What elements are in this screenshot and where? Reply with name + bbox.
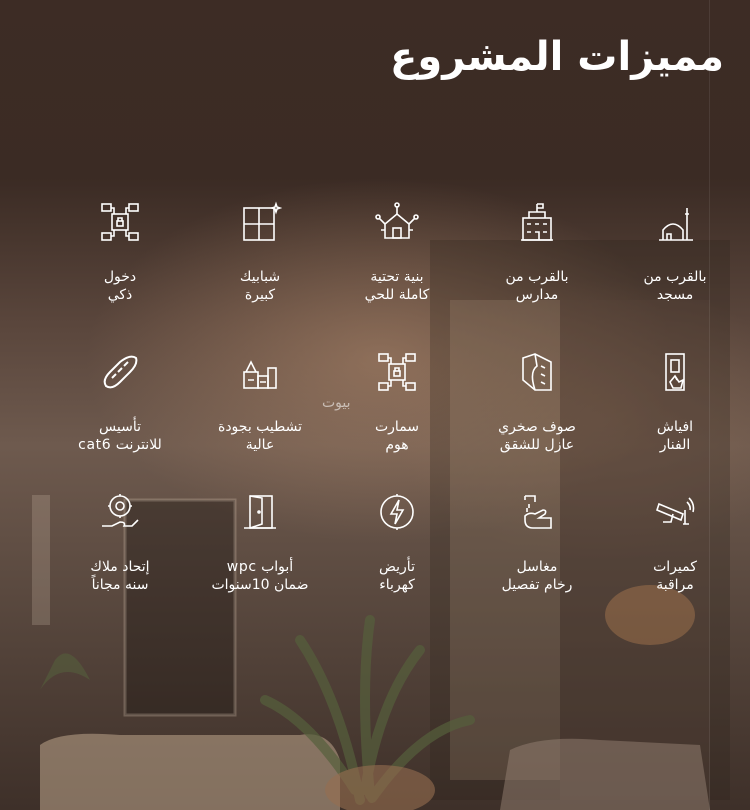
feature-item-insulation <box>467 350 607 454</box>
electric-ground-icon <box>375 490 419 534</box>
feature-label: شبابيك كبيرة <box>239 269 281 303</box>
finishing-icon <box>238 350 282 394</box>
switch-icon <box>653 350 697 394</box>
cable-icon <box>98 350 142 394</box>
feature-item-finishing <box>190 350 330 454</box>
page-title: مميزات المشروع <box>390 34 724 80</box>
feature-item-mosque <box>605 200 745 304</box>
cctv-icon <box>653 490 697 534</box>
sink-icon <box>515 490 559 534</box>
feature-item-internet <box>50 350 190 454</box>
feature-label: إتحاد ملاك سنه مجاناً <box>90 559 150 593</box>
feature-item-infrastructure <box>327 200 467 304</box>
feature-label: كميرات مراقبة <box>653 559 697 593</box>
feature-item-school <box>467 200 607 304</box>
feature-label: بالقرب من مسجد <box>643 269 707 303</box>
feature-label: تأريض كهرباء <box>379 559 415 593</box>
feature-label: تشطيب بجودة عالية <box>217 419 303 453</box>
window-icon <box>238 200 282 244</box>
feature-label: تأسيس للانترنت cat6 <box>78 419 162 453</box>
smart-home-network-icon <box>375 200 419 244</box>
feature-label: صوف صخري عازل للشقق <box>498 419 576 453</box>
feature-label: بالقرب من مدارس <box>505 269 569 303</box>
feature-item-windows <box>190 200 330 304</box>
smart-home-icon <box>375 350 419 394</box>
feature-item-sinks <box>467 490 607 594</box>
feature-item-smart-entry <box>50 200 190 304</box>
feature-item-owners-union <box>50 490 190 594</box>
insulation-icon <box>515 350 559 394</box>
feature-label: مغاسل رخام تفصيل <box>501 559 573 593</box>
feature-label: دخول ذكي <box>103 269 137 303</box>
feature-item-doors <box>190 490 330 594</box>
feature-label: افياش الفنار <box>656 419 694 453</box>
feature-label: بنية تحتية كاملة للحي <box>364 269 430 303</box>
feature-label: سمارت هوم <box>374 419 420 453</box>
owners-union-icon <box>98 490 142 534</box>
school-icon <box>515 200 559 244</box>
feature-item-smart-home <box>327 350 467 454</box>
feature-item-switches <box>605 350 745 454</box>
watermark: بيوت <box>322 395 351 411</box>
feature-item-cameras <box>605 490 745 594</box>
smart-lock-icon <box>98 200 142 244</box>
feature-item-grounding <box>327 490 467 594</box>
mosque-icon <box>653 200 697 244</box>
door-icon <box>238 490 282 534</box>
feature-label: أبواب wpc ضمان 10سنوات <box>211 559 309 593</box>
